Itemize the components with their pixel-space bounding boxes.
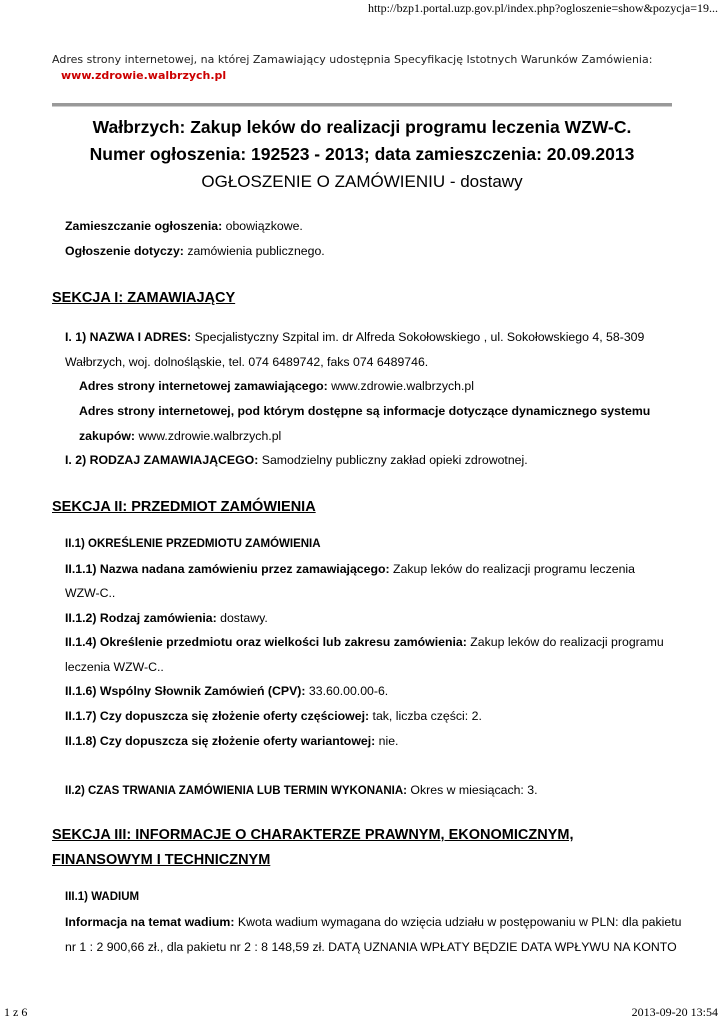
- order-scope-row: [65, 635, 664, 649]
- duration-label: II.2) CZAS TRWANIA ZAMÓWIENIA LUB TERMIN WYKONANIA:: [65, 785, 407, 797]
- siwz-notice: [52, 52, 652, 84]
- contracting-type-label: I. 2) RODZAJ ZAMAWIAJĄCEGO:: [65, 453, 259, 467]
- order-scope-value: Zakup leków do realizacji programu: [466, 635, 664, 649]
- title-line-3: OGŁOSZENIE O ZAMÓWIENIU - dostawy: [201, 172, 523, 191]
- order-scope-row-cont: leczenia WZW-C..: [65, 660, 164, 674]
- deposit-subheading: III.1) WADIUM: [65, 891, 140, 903]
- order-scope-label: II.1.4) Określenie przedmiotu oraz wielkości lub zakresu zamówienia:: [65, 635, 467, 649]
- partial-offer-row: [65, 709, 482, 723]
- dynamic-system-row: [79, 404, 650, 418]
- website-row: [79, 379, 474, 393]
- print-datetime: 2013-09-20 13:54: [631, 1005, 718, 1019]
- dynamic-system-label-cont: zakupów:: [79, 429, 136, 443]
- website-value: www.zdrowie.walbrzych.pl: [327, 379, 474, 393]
- deposit-info-value: Kwota wadium wymagana do wzięcia udziału w postępowaniu w PLN: dla pakietu: [234, 915, 682, 929]
- section-2-heading: SEKCJA II: PRZEDMIOT ZAMÓWIENIA: [52, 499, 316, 515]
- duration-row: [65, 783, 538, 797]
- contracting-type-row: [65, 453, 528, 467]
- partial-offer-value: tak, liczba części: 2.: [369, 709, 482, 723]
- name-address-value: Specjalistyczny Szpital im. dr Alfreda Sokołowskiego , ul. Sokołowskiego 4, 58-309: [191, 330, 645, 344]
- section-3-heading: SEKCJA III: INFORMACJE O CHARAKTERZE PRAWNYM, EKONOMICZNYM,: [52, 827, 574, 843]
- subject-subheading: II.1) OKREŚLENIE PRZEDMIOTU ZAMÓWIENIA: [65, 538, 321, 550]
- print-page-number: 1 z 6: [4, 1005, 28, 1019]
- deposit-info-row: [65, 915, 682, 929]
- order-name-value: Zakup leków do realizacji programu leczenia: [389, 562, 635, 576]
- placement-row: [65, 219, 303, 233]
- name-address-row: [65, 330, 644, 344]
- title-line-2: Numer ogłoszenia: 192523 - 2013; data zamieszczenia: 20.09.2013: [89, 144, 635, 164]
- siwz-notice-text: Adres strony internetowej, na której Zamawiający udostępnia Specyfikację Istotnych Warunków Zamówienia:: [52, 53, 653, 66]
- order-name-label: II.1.1) Nazwa nadana zamówieniu przez zamawiającego:: [65, 562, 390, 576]
- deposit-info-label: Informacja na temat wadium:: [65, 915, 235, 929]
- print-header-url: http://bzp1.portal.uzp.gov.pl/index.php?ogloszenie=show&pozycja=19...: [367, 1, 718, 15]
- concerns-label: Ogłoszenie dotyczy:: [65, 244, 184, 258]
- variant-offer-row: [65, 734, 398, 748]
- section-3-heading-cont: FINANSOWYM I TECHNICZNYM: [52, 852, 271, 868]
- concerns-value: zamówienia publicznego.: [183, 244, 325, 258]
- order-type-row: [65, 611, 268, 625]
- siwz-link[interactable]: www.zdrowie.walbrzych.pl: [61, 69, 227, 82]
- order-type-label: II.1.2) Rodzaj zamówienia:: [65, 611, 217, 625]
- placement-value: obowiązkowe.: [222, 219, 303, 233]
- header-divider: [52, 103, 672, 107]
- duration-value: Okres w miesiącach: 3.: [407, 783, 538, 797]
- concerns-row: [65, 244, 325, 258]
- name-address-row-cont: Wałbrzych, woj. dolnośląskie, tel. 074 6489742, faks 074 6489746.: [65, 355, 429, 369]
- order-name-row-cont: WZW-C..: [65, 586, 116, 600]
- dynamic-system-label: Adres strony internetowej, pod którym dostępne są informacje dotyczące dynamicznego systemu: [79, 404, 651, 418]
- cpv-label: II.1.6) Wspólny Słownik Zamówień (CPV):: [65, 684, 306, 698]
- partial-offer-label: II.1.7) Czy dopuszcza się złożenie oferty częściowej:: [65, 709, 370, 723]
- deposit-info-row-cont: nr 1 : 2 900,66 zł., dla pakietu nr 2 : 8 148,59 zł. DATĄ UZNANIA WPŁATY BĘDZIE DATA WPŁYWU NA KONTO: [65, 940, 677, 954]
- order-type-value: dostawy.: [216, 611, 268, 625]
- page-title: [52, 114, 672, 195]
- variant-offer-label: II.1.8) Czy dopuszcza się złożenie oferty wariantowej:: [65, 734, 376, 748]
- website-label: Adres strony internetowej zamawiającego:: [79, 379, 328, 393]
- section-1-heading: SEKCJA I: ZAMAWIAJĄCY: [52, 290, 236, 306]
- cpv-row: [65, 684, 388, 698]
- order-name-row: [65, 562, 635, 576]
- placement-label: Zamieszczanie ogłoszenia:: [65, 219, 223, 233]
- title-line-1: Wałbrzych: Zakup leków do realizacji programu leczenia WZW-C.: [92, 117, 632, 137]
- dynamic-system-value: www.zdrowie.walbrzych.pl: [135, 429, 282, 443]
- contracting-type-value: Samodzielny publiczny zakład opieki zdrowotnej.: [258, 453, 528, 467]
- variant-offer-value: nie.: [375, 734, 399, 748]
- name-address-label: I. 1) NAZWA I ADRES:: [65, 330, 192, 344]
- dynamic-system-row-cont: [79, 429, 281, 443]
- cpv-value: 33.60.00.00-6.: [305, 684, 389, 698]
